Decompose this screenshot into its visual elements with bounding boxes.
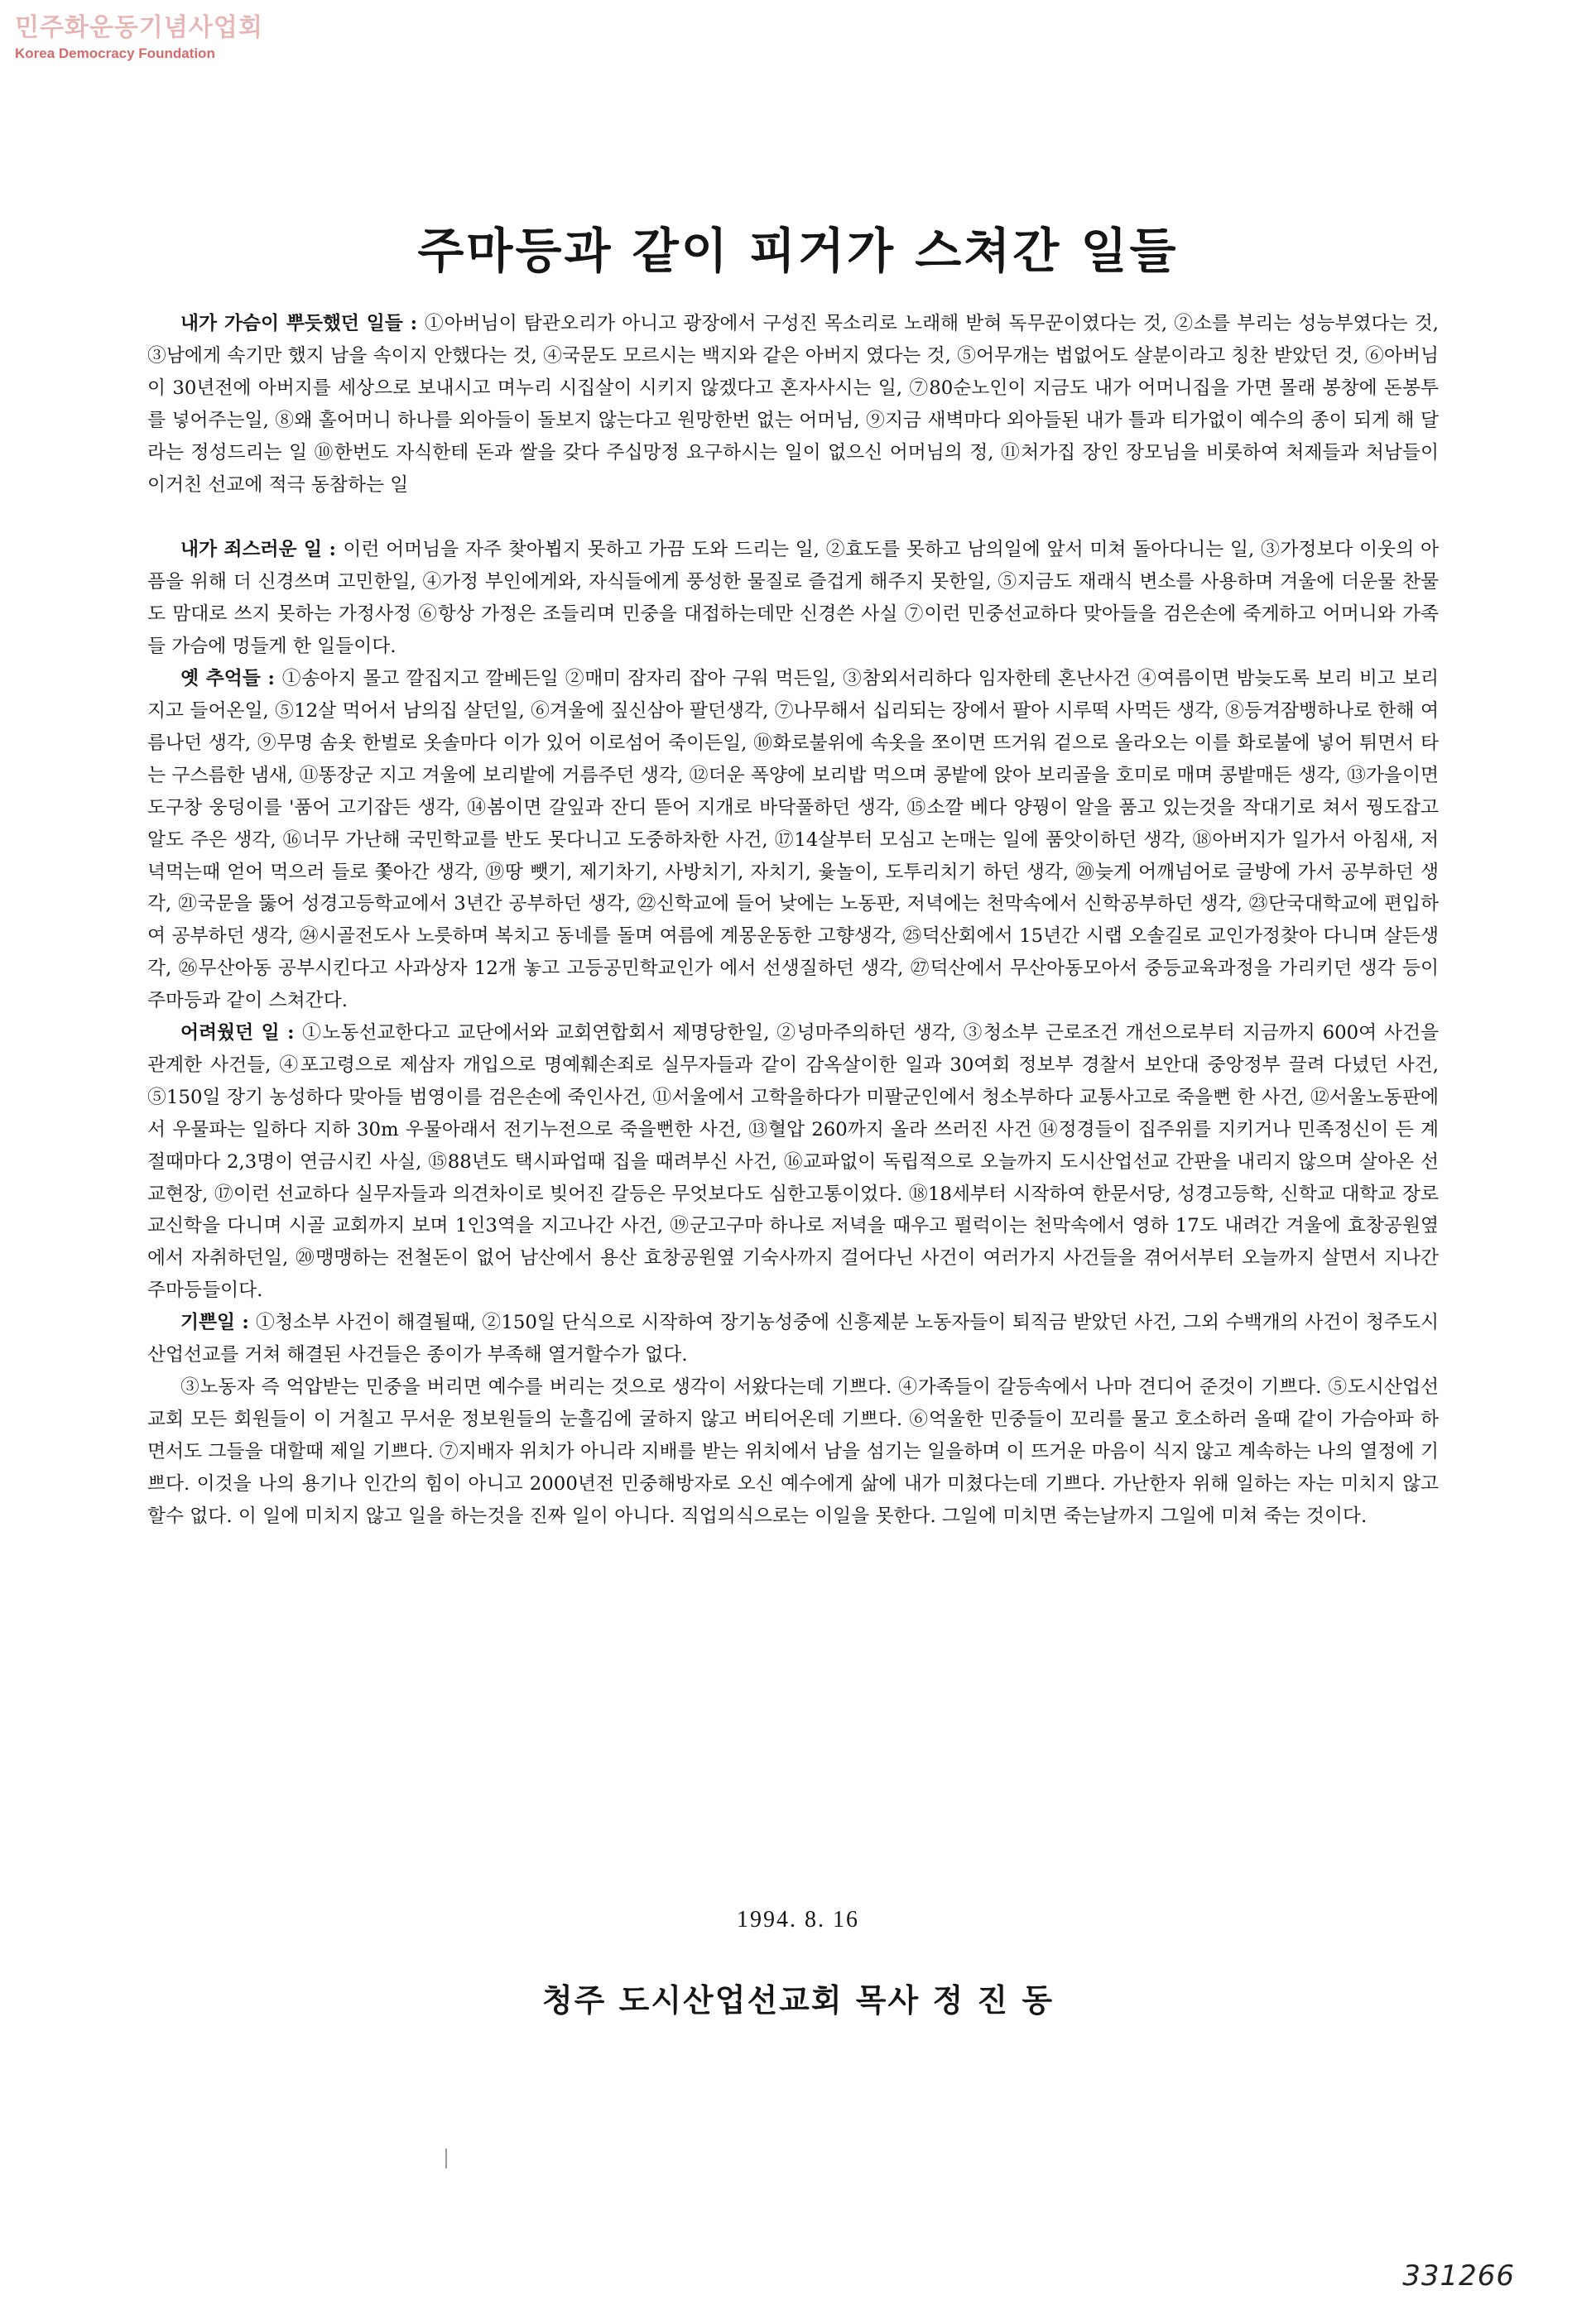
paragraph-heading: 기쁜일 : [180,1312,257,1334]
document-body [147,308,1439,1533]
watermark-english-text: Korea Democracy Foundation [15,46,215,61]
paragraph-text: ①노동선교한다고 교단에서와 교회연합회서 제명당한일, ②넝마주의하던 생각, ③청소부 근로조건 개선으로부터 지금까지 600여 사건을 관계한 사건들, ④포고령으로 제삼자 개입으로 명예훼손죄로 실무자들과 같이 감옥살이한 일과 30여회 정보부 경찰서 보안대 중앙정부 끌려 다녔던 사건, ⑤150일 장기 농성하다 맞아들 범영이를 검은손에 죽인사건, ⑪서울에서 고학을하다가 미팔군인에서 청소부하다 교통사고로 죽을뻔 한 사건, ⑫서울노동판에서 우물파는 일하다 지하 30m 우물아래서 전기누전으로 죽을뻔한 사건, ⑬혈압 260까지 올라 쓰러진 사건 ⑭정경들이 집주위를 지키거나 민족정신이 든 계절때마다 2,3명이 연금시킨 사실, ⑮88년도 택시파업때 집을 때려부신 사건, ⑯교파없이 독립적으로 오늘까지 도시산업선교 간판을 내리지 않으며 살아온 선교현장, ⑰이런 선교하다 실무자들과 의견차이로 빚어진 갈등은 무엇보다도 심한고통이었다. ⑱18세부터 시작하여 한문서당, 성경고등학, 신학교 대학교 장로교신학을 다니며 시골 교회까지 보며 1인3역을 지고나간 사건, ⑲군고구마 하나로 저녁을 때우고 펄럭이는 천막속에서 영하 17도 내려간 겨울에 효창공원옆에서 자취하던일, ⑳맹맹하는 전철돈이 없어 남산에서 용산 효창공원옆 기숙사까지 걸어다닌 사건이 여러가지 사건들을 겪어서부터 오늘까지 살면서 지나간 주마등들이다. [147,1022,1439,1302]
stray-mark [445,2149,447,2168]
document-number: 331266 [1402,2259,1515,2293]
paragraph-heading: 옛 추억들 : [180,668,282,690]
body-paragraph [147,1017,1439,1307]
paragraph-heading: 내가 가슴이 뿌듯했던 일들 : [180,313,425,334]
paragraph-text: ③노동자 즉 억압받는 민중을 버리면 예수를 버리는 것으로 생각이 서왔다는데 기쁘다. ④가족들이 갈등속에서 나마 견디어 준것이 기쁘다. ⑤도시산업선교회 모든 회원들이 이 거칠고 무서운 정보원들의 눈흘김에 굴하지 않고 버티어온데 기쁘다. ⑥억울한 민중들이 꼬리를 물고 호소하러 올때 같이 가슴아파 하면서도 그들을 대할때 제일 기쁘다. ⑦지배자 위치가 아니라 지배를 받는 위치에서 남을 섬기는 일을하며 이 뜨거운 마음이 식지 않고 계속하는 나의 열정에 기쁘다. 이것을 나의 용기나 인간의 힘이 아니고 2000년전 민중해방자로 오신 예수에게 삶에 내가 미쳤다는데 기쁘다. 가난한자 위해 일하는 자는 미치지 않고 할수 없다. 이 일에 미치지 않고 일을 하는것을 진짜 일이 아니다. 직업의식으로는 이일을 못한다. 그일에 미치면 죽는날까지 그일에 미쳐 죽는 것이다. [147,1376,1439,1527]
body-paragraph [147,308,1439,501]
paragraph-heading: 내가 죄스러운 일 : [180,539,344,561]
body-paragraph [147,1307,1439,1371]
body-paragraph [147,1371,1439,1533]
paragraph-heading: 어려웠던 일 : [180,1022,302,1044]
paragraph-text: ①청소부 사건이 해결될때, ②150일 단식으로 시작하여 장기농성중에 신흥제분 노동자들이 퇴직금 받았던 사건, 그외 수백개의 사건이 청주도시 산업선교를 거쳐 해결된 사건들은 종이가 부족해 열거할수가 없다. [147,1312,1440,1366]
author-signature: 청주 도시산업선교회 목사 정 진 동 [541,1982,1055,2019]
document-date: 1994. 8. 16 [737,1907,859,1933]
watermark-logo [15,12,280,74]
paragraph-text: 이런 어머님을 자주 찾아뵙지 못하고 가끔 도와 드리는 일, ②효도를 못하고 남의일에 앞서 미쳐 돌아다니는 일, ③가정보다 이웃의 아픔을 위해 더 신경쓰며 고민한일, ④가정 부인에게와, 자식들에게 풍성한 물질로 즐겁게 해주지 못한일, ⑤지금도 재래식 변소를 사용하며 겨울에 더운물 찬물도 맘대로 쓰지 못하는 가정사정 ⑥항상 가정은 조들리며 민중을 대접하는데만 신경쓴 사실 ⑦이런 민중선교하다 맞아들을 검은손에 죽게하고 어머니와 가족들 가슴에 멍들게 한 일들이다. [147,539,1439,658]
document-title: 주마등과 같이 피거가 스쳐간 일들 [417,223,1179,279]
body-paragraph [147,663,1439,1017]
paragraph-text: ①송아지 몰고 깔집지고 깔베든일 ②매미 잠자리 잡아 구워 먹든일, ③참외서리하다 임자한테 혼난사건 ④여름이면 밤늦도록 보리 비고 보리지고 들어온일, ⑤12살 먹어서 남의집 살던일, ⑥겨울에 짚신삼아 팔던생각, ⑦나무해서 십리되는 장에서 팔아 시루떡 사먹든 생각, ⑧등겨잠뱅하나로 한해 여름나던 생각, ⑨무명 솜옷 한벌로 옷솔마다 이가 있어 이로섬어 죽이든일, ⑩화로불위에 속옷을 쪼이면 뜨거워 겉으로 올라오는 이를 화로불에 넣어 튀면서 타는 구스름한 냄새, ⑪똥장군 지고 겨울에 보리밭에 거름주던 생각, ⑫더운 폭양에 보리밥 먹으며 콩밭에 앉아 보리골을 호미로 매며 콩밭매든 생각, ⑬가을이면 도구창 웅덩이를 '품어 고기잡든 생각, ⑭봄이면 갈잎과 잔디 뜯어 지개로 바닥풀하던 생각, ⑮소깔 베다 양꿩이 알을 품고 있는것을 작대기로 쳐서 꿩도잡고 알도 주은 생각, ⑯너무 가난해 국민학교를 반도 못다니고 도중하차한 사건, ⑰14살부터 모심고 논매는 일에 품앗이하던 생각, ⑱아버지가 일가서 아침새, 저녁먹는때 얻어 먹으러 들로 쫓아간 생각, ⑲땅 뺏기, 제기차기, 사방치기, 자치기, 윷놀이, 도투리치기 하던 생각, ⑳늦게 어깨넘어로 글방에 가서 공부하던 생각, ㉑국문을 뚫어 성경고등학교에서 3년간 공부하던 생각, ㉒신학교에 들어 낮에는 노동판, 저녁에는 천막속에서 신학공부하던 생각, ㉓단국대학교에 편입하여 공부하던 생각, ㉔시골전도사 노릇하며 복치고 동네를 돌며 여름에 계몽운동한 고향생각, ㉕덕산회에서 15년간 시랩 오솔길로 교인가정찾아 다니며 살든생각, ㉖무산아동 공부시킨다고 사과상자 12개 놓고 고등공민학교인가 에서 선생질하던 생각, ㉗덕산에서 무산아동모아서 중등교육과정을 가리키던 생각 등이 주마등과 같이 스쳐간다. [147,668,1439,1012]
paragraph-text: ①아버님이 탐관오리가 아니고 광장에서 구성진 목소리로 노래해 받혀 독무꾼이였다는 것, ②소를 부리는 성능부였다는 것, ③남에게 속기만 했지 남을 속이지 안했다는 것, ④국문도 모르시는 백지와 같은 아버지 였다는 것, ⑤어무개는 법없어도 살분이라고 칭찬 받았던 것, ⑥아버님이 30년전에 아버지를 세상으로 보내시고 며누리 시집살이 시키지 않겠다고 혼자사시는 일, ⑦80순노인이 지금도 내가 어머니집을 가면 몰래 봉창에 돈봉투를 넣어주는일, ⑧왜 홀어머니 하나를 외아들이 돌보지 않는다고 원망한번 없는 어머님, ⑨지금 새벽마다 외아들된 내가 틀과 티가없이 예수의 종이 되게 해 달라는 정성드리는 일 ⑩한번도 자식한테 돈과 쌀을 갖다 주십망정 요구하시는 일이 없으신 어머님의 정, ⑪처가집 장인 장모님을 비롯하여 처제들과 처남들이 이거친 선교에 적극 동참하는 일 [147,313,1439,496]
body-paragraph [147,534,1439,663]
watermark-korean-text: 민주화운동기념사업회 [15,13,263,42]
